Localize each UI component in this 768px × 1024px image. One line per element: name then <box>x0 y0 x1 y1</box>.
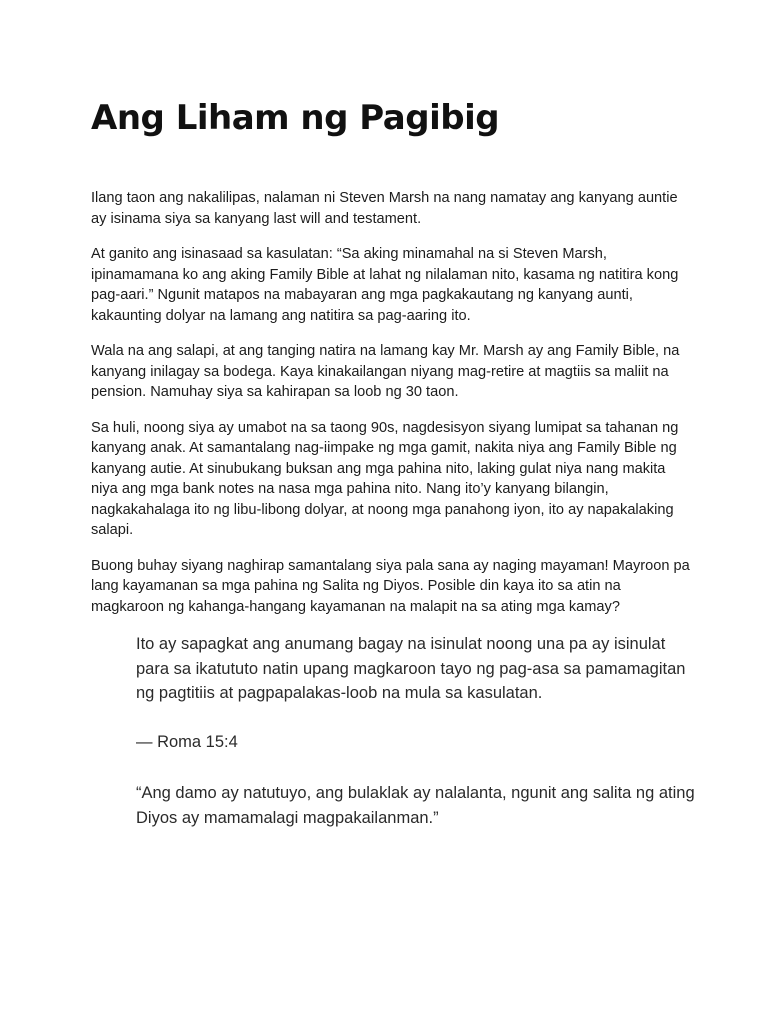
document-page <box>91 96 695 854</box>
paragraph-3: Wala na ang salapi, at ang tanging natira na lamang kay Mr. Marsh ay ang Family Bible, na kanyang inilagay sa bodega. Kaya kinakailangan niyang mag-retire at magtiis sa maliit na pension. Namuhay siya sa kahirapan sa loob ng 30 taon. <box>91 343 680 400</box>
paragraph-5: Buong buhay siyang naghirap samantalang siya pala sana ay naging mayaman! Mayroon pa lang kayamanan sa mga pahina ng Salita ng Diyos. Posible din kaya ito sa atin na magkaroon ng kahanga-hangang kayamanan na malapit na sa ating mga kamay? <box>91 557 690 615</box>
scripture-citation: — Roma 15:4 <box>136 732 238 751</box>
scripture-quote-text: Ito ay sapagkat ang anumang bagay na isinulat noong una pa ay isinulat para sa ikatututo natin upang magkaroon tayo ng pag-asa sa pamamagitan ng pagtitiis at pagpapalakas-loob na mula sa kasulatan. <box>136 635 686 702</box>
paragraph-4: Sa huli, noong siya ay umabot na sa taong 90s, nagdesisyon siyang lumipat sa tahanan ng kanyang anak. At samantalang nag-iimpake ng mga gamit, nakita niya ang Family Bible ng kanyang autie. At sinubukang buksan ang mga pahina nito, laking gulat niya nang makita niya ang mga bank notes na nasa mga pahina nito. Nang ito’y kanyang bilangin, nagkakahalaga ito ng libu-libong dolyar, at noong mga panahong iyon, ito ay napakalaking salapi. <box>91 419 679 538</box>
second-quote-text: “Ang damo ay natutuyo, ang bulaklak ay nalalanta, ngunit ang salita ng ating Diyos ay mamamalagi magpakailanman.” <box>136 784 695 827</box>
paragraph-2: At ganito ang isinasaad sa kasulatan: “Sa aking minamahal na si Steven Marsh, ipinamamana ko ang aking Family Bible at lahat ng nilalaman nito, kasama ng natitira kong pag-aari.” Ngunit matapos na mabayaran ang mga pagkakautang ng kanyang aunti, kakaunting dolyar na lamang ang natitira sa pag-aaring ito. <box>91 246 679 324</box>
paragraph-1: Ilang taon ang nakalilipas, nalaman ni Steven Marsh na nang namatay ang kanyang auntie ay isinama siya sa kanyang last will and testament. <box>91 190 678 227</box>
document-title: Ang Liham ng Pagibig <box>91 98 500 138</box>
scripture-quote-block <box>136 632 696 830</box>
